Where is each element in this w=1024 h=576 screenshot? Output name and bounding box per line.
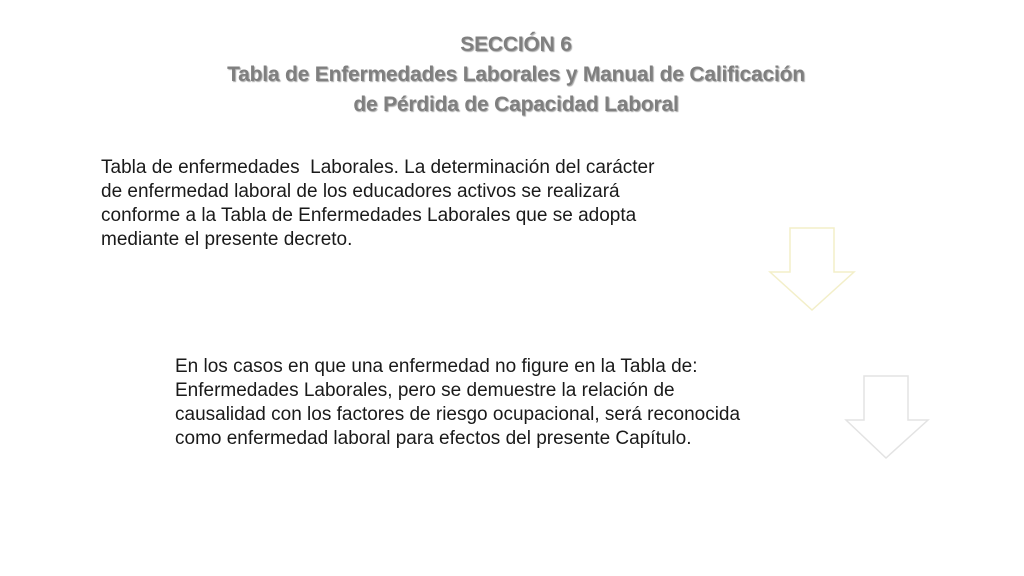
section-title xyxy=(0,30,1024,120)
paragraph-line: En los casos en que una enfermedad no figure en la Tabla de: xyxy=(175,356,698,377)
section-heading-line-1: Tabla de Enfermedades Laborales y Manual de Calificación xyxy=(227,63,805,86)
paragraph-line: Tabla de enfermedades Laborales. La determinación del carácter xyxy=(101,157,655,178)
arrow-down-icon xyxy=(768,226,856,312)
paragraph-line: como enfermedad laboral para efectos del presente Capítulo. xyxy=(175,428,692,449)
paragraph-line: de enfermedad laboral de los educadores activos se realizará xyxy=(101,181,620,202)
paragraph-line: mediante el presente decreto. xyxy=(101,229,353,250)
paragraph-line: Enfermedades Laborales, pero se demuestre la relación de xyxy=(175,380,675,401)
paragraph-line: conforme a la Tabla de Enfermedades Laborales que se adopta xyxy=(101,205,637,226)
paragraph-line: causalidad con los factores de riesgo ocupacional, será reconocida xyxy=(175,404,741,425)
paragraph-causality xyxy=(175,355,835,451)
section-number: SECCIÓN 6 xyxy=(460,33,572,56)
paragraph-disease-table xyxy=(101,156,741,252)
arrow-down-icon xyxy=(844,374,930,460)
section-heading-line-2: de Pérdida de Capacidad Laboral xyxy=(353,93,679,116)
